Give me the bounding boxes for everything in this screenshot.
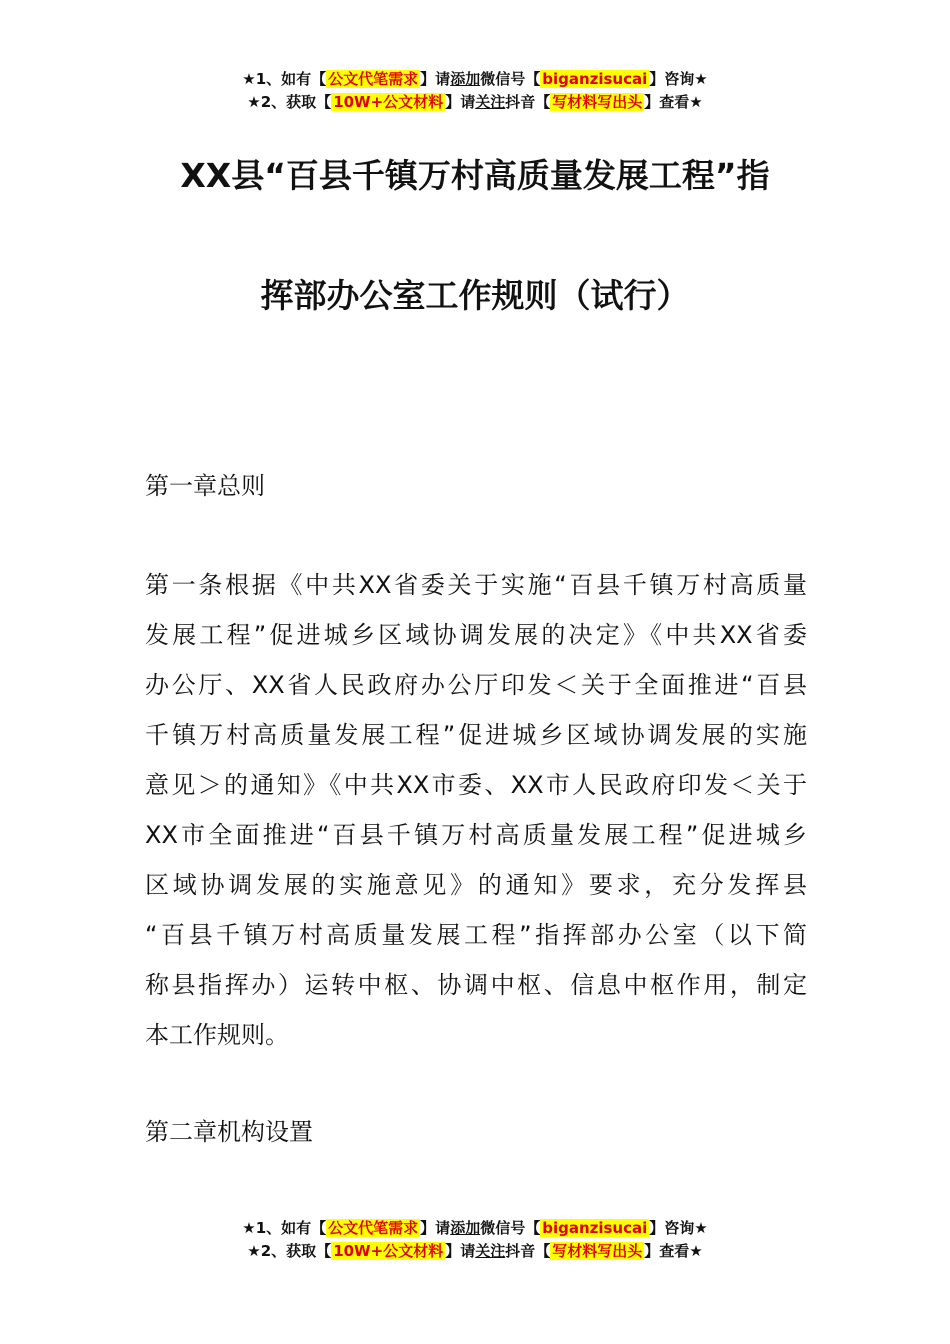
banner-text: 】请 [445,93,476,111]
paragraph-line: 意见＞的通知》《中共XX市委、XX市人民政府印发＜关于 [145,771,807,799]
banner-text: 】请 [420,70,451,88]
banner-underlined: 关注 [475,93,506,111]
banner-text: 】请 [420,1219,451,1237]
banner-text: 抖音【 [505,93,551,111]
banner-text: 微信号【 [480,70,541,88]
paragraph-line: 千镇万村高质量发展工程”促进城乡区域协调发展的实施 [145,721,807,749]
banner-text: ★1、如有【 [242,70,327,88]
banner-text: 】咨询★ [649,70,708,88]
banner-underlined: 添加 [450,1219,481,1237]
paragraph-line: 第一条根据《中共XX省委关于实施“百县千镇万村高质量 [145,571,807,599]
banner-text: 】查看★ [644,1242,703,1260]
paragraph-line: 办公厅、XX省人民政府办公厅印发＜关于全面推进“百县 [145,671,807,699]
header-banner [0,68,950,114]
banner-text: ★2、获取【 [247,93,332,111]
banner-line-1 [0,1217,950,1240]
paragraph-line: 发展工程”促进城乡区域协调发展的决定》《中共XX省委 [145,621,807,649]
banner-highlight: 10W+公文材料 [333,93,444,111]
banner-highlight: 10W+公文材料 [333,1242,444,1260]
banner-text: 】查看★ [644,93,703,111]
banner-underlined: 关注 [475,1242,506,1260]
paragraph-line: 称县指挥办）运转中枢、协调中枢、信息中枢作用，制定 [145,971,807,999]
paragraph-line: 本工作规则。 [145,1021,289,1049]
document-title-line-2: 挥部办公室工作规则（试行） [260,276,690,315]
banner-highlight: biganzisucai [542,70,648,88]
banner-highlight: 公文代笔需求 [328,1219,419,1237]
paragraph-line: “百县千镇万村高质量发展工程”指挥部办公室（以下简 [145,921,807,949]
banner-highlight: 公文代笔需求 [328,70,419,88]
banner-text: 抖音【 [505,1242,551,1260]
banner-line-1 [0,68,950,91]
banner-highlight: biganzisucai [542,1219,648,1237]
banner-text: 微信号【 [480,1219,541,1237]
paragraph-line: 区域协调发展的实施意见》的通知》要求，充分发挥县 [145,871,807,899]
article-1-paragraph [145,560,807,1060]
banner-line-2 [0,1240,950,1263]
chapter-heading-2: 第二章机构设置 [145,1118,313,1146]
document-title-line-1: XX县“百县千镇万村高质量发展工程”指 [180,156,770,195]
banner-highlight: 写材料写出头 [552,1242,643,1260]
chapter-heading-1: 第一章总则 [145,472,265,500]
banner-line-2 [0,91,950,114]
banner-text: ★1、如有【 [242,1219,327,1237]
banner-highlight: 写材料写出头 [552,93,643,111]
footer-banner [0,1217,950,1263]
banner-text: ★2、获取【 [247,1242,332,1260]
paragraph-line: XX市全面推进“百县千镇万村高质量发展工程”促进城乡 [145,821,807,849]
banner-underlined: 添加 [450,70,481,88]
banner-text: 】请 [445,1242,476,1260]
banner-text: 】咨询★ [649,1219,708,1237]
